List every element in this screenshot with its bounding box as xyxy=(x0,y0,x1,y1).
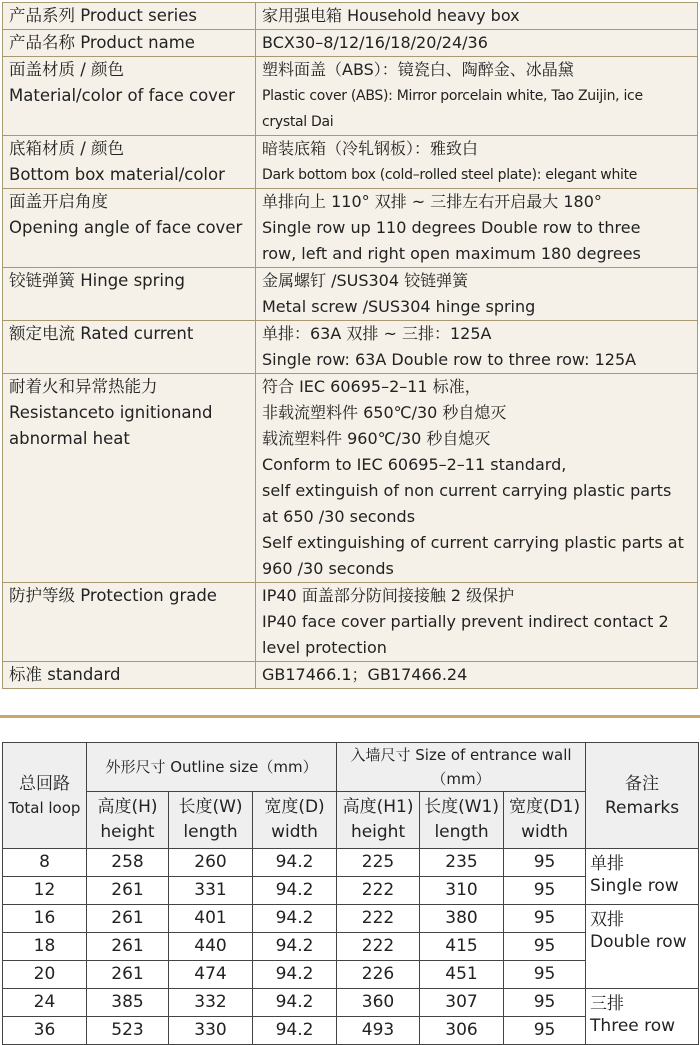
header-wall-size: 入墙尺寸 Size of entrance wall（mm） xyxy=(337,743,586,792)
spec-value: 家用强电箱 Household heavy box xyxy=(256,3,698,30)
header-width: 宽度(D) width xyxy=(253,792,337,849)
table-row: 20 261 474 94.2 226 451 95 xyxy=(3,961,699,989)
table-row: 18 261 440 94.2 222 415 95 xyxy=(3,933,699,961)
spec-value: 符合 IEC 60695–2–11 标准， 非载流塑料件 650℃/30 秒自熄灭 载流塑料件 960℃/30 秒自熄灭 Conform to IEC 60695–2–11 standard, self extinguish of non current carrying plastic parts at 650 /30 seconds Self extinguishing of current carrying plastic parts at 960 /30 seconds xyxy=(256,374,698,583)
spec-value: BCX30–8/12/16/18/20/24/36 xyxy=(256,30,698,57)
spec-key: 产品名称 Product name xyxy=(3,30,256,57)
header-length-w1: 长度(W1) length xyxy=(420,792,504,849)
divider-line xyxy=(0,715,700,718)
size-table xyxy=(2,742,699,1045)
spec-value: IP40 面盖部分防间接接触 2 级保护 IP40 face cover partially prevent indirect contact 2 level protection xyxy=(256,583,698,662)
header-width-d1: 宽度(D1) width xyxy=(504,792,586,849)
header-height: 高度(H) height xyxy=(87,792,169,849)
remark-three-row: 三排 Three row xyxy=(586,989,699,1045)
spec-key: 面盖开启角度 Opening angle of face cover xyxy=(3,189,256,268)
spec-key: 防护等级 Protection grade xyxy=(3,583,256,662)
spec-key: 面盖材质 / 颜色 Material/color of face cover xyxy=(3,57,256,136)
spec-key: 额定电流 Rated current xyxy=(3,321,256,374)
header-outline-size: 外形尺寸 Outline size（mm） xyxy=(87,743,337,792)
spec-row-series xyxy=(3,3,698,30)
spec-value: 单排：63A 双排 ~ 三排：125A Single row: 63A Double row to three row: 125A xyxy=(256,321,698,374)
spec-key: 铰链弹簧 Hinge spring xyxy=(3,268,256,321)
spec-row-protection-grade xyxy=(3,583,698,662)
spec-row-heat-resistance xyxy=(3,374,698,583)
spec-key: 标准 standard xyxy=(3,662,256,689)
spec-row-bottom-box xyxy=(3,136,698,189)
spec-value: 塑料面盖（ABS）：镜瓷白、陶醉金、冰晶黛 Plastic cover (ABS): Mirror porcelain white, Tao Zuijin, ice crystal Dai xyxy=(256,57,698,136)
spec-value: 暗装底箱（冷轧钢板）：雅致白 Dark bottom box (cold–rolled steel plate): elegant white xyxy=(256,136,698,189)
header-height-h1: 高度(H1) height xyxy=(337,792,420,849)
spec-row-hinge-spring xyxy=(3,268,698,321)
spec-key: 产品系列 Product series xyxy=(3,3,256,30)
product-spec-table xyxy=(2,2,698,689)
spec-row-rated-current xyxy=(3,321,698,374)
spec-row-name xyxy=(3,30,698,57)
spec-key: 耐着火和异常热能力 Resistanceto ignitionand abnormal heat xyxy=(3,374,256,583)
table-row: 12 261 331 94.2 222 310 95 xyxy=(3,877,699,905)
table-row: 36 523 330 94.2 493 306 95 xyxy=(3,1017,699,1045)
spec-value: GB17466.1；GB17466.24 xyxy=(256,662,698,689)
table-row: 8 258 260 94.2 225 235 95 单排 Single row xyxy=(3,849,699,877)
spec-value: 金属螺钉 /SUS304 铰链弹簧 Metal screw /SUS304 hinge spring xyxy=(256,268,698,321)
table-row: 24 385 332 94.2 360 307 95 三排 Three row xyxy=(3,989,699,1017)
spec-row-standard xyxy=(3,662,698,689)
remark-single-row: 单排 Single row xyxy=(586,849,699,905)
spec-row-face-cover xyxy=(3,57,698,136)
header-length: 长度(W) length xyxy=(169,792,253,849)
spec-value: 单排向上 110° 双排 ~ 三排左右开启最大 180° Single row up 110 degrees Double row to three row, left and right open maximum 180 degrees xyxy=(256,189,698,268)
spec-row-opening-angle xyxy=(3,189,698,268)
header-remarks: 备注 Remarks xyxy=(586,743,699,849)
header-total-loop: 总回路 Total loop xyxy=(3,743,87,849)
remark-double-row: 双排 Double row xyxy=(586,905,699,989)
table-row: 16 261 401 94.2 222 380 95 双排 Double row xyxy=(3,905,699,933)
spec-key: 底箱材质 / 颜色 Bottom box material/color xyxy=(3,136,256,189)
